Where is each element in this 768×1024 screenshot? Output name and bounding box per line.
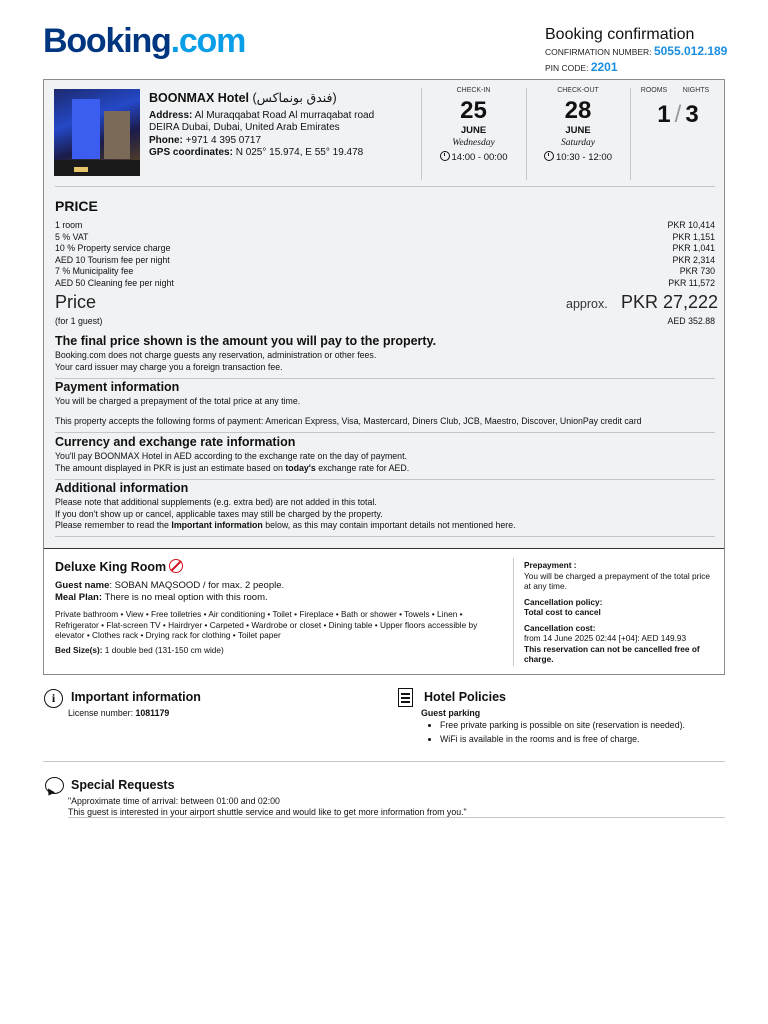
- hotel-photo: [54, 89, 140, 176]
- pin-code: 2201: [590, 60, 618, 74]
- hotel-phone[interactable]: +971 4 395 0717: [185, 134, 262, 146]
- room-name: Deluxe King Room: [55, 559, 183, 574]
- payment-heading: Payment information: [55, 380, 180, 394]
- final-price-text: Booking.com does not charge guests any reservation, administration or other fees. Your card issuer may charge you a foreign transaction fee.: [55, 350, 377, 372]
- payment-text-1: You will be charged a prepayment of the total price at any time.: [55, 396, 301, 406]
- room-amenities: Private bathroom • View • Free toiletries • Air conditioning • Toilet • Fireplace • Bath or shower • Towels • Linen • Refrigerator • Flat-screen TV • Hairdryer • Carpeted • Wardrobe or closet • Dining table • Upper floors accessible by elevator • Clothes rack • Drying rack for clothing • Toilet paper: [55, 609, 478, 640]
- currency-text: You'll pay BOONMAX Hotel in AED according to the exchange rate on the day of payment. The amount displayed in PKR is just an estimate based on today's exchange rate for AED.: [55, 451, 410, 473]
- price-row: 5 % VAT PKR 1,151: [55, 231, 715, 242]
- price-row: AED 10 Tourism fee per night PKR 2,314: [55, 254, 715, 265]
- pin-code-label: PIN CODE:: [545, 63, 589, 73]
- check-out-weekday: Saturday: [561, 138, 595, 148]
- check-out-month: JUNE: [565, 125, 591, 136]
- pin-code-line: [545, 60, 618, 74]
- total-price-aed: AED 352.88: [667, 316, 715, 326]
- divider: [55, 479, 715, 480]
- special-requests-text: "Approximate time of arrival: between 01:00 and 02:00 This guest is interested in your airport shuttle service and would like to get more information from you.": [68, 796, 467, 817]
- non-refundable-note: This reservation can not be cancelled free of charge.: [524, 643, 700, 664]
- guest-name: : SOBAN MAQSOOD / for max. 2 people.: [109, 580, 285, 591]
- info-icon: i: [44, 689, 63, 708]
- divider: [68, 817, 725, 818]
- nights-count: 3: [685, 101, 699, 128]
- confirmation-number-label: CONFIRMATION NUMBER:: [545, 47, 652, 57]
- currency-heading: Currency and exchange rate information: [55, 435, 296, 449]
- total-price-label: Price: [55, 292, 97, 312]
- document-icon: [398, 688, 413, 707]
- rooms-count: 1: [657, 101, 671, 128]
- hotel-gps: N 025° 15.974, E 55° 19.478: [235, 147, 364, 159]
- rooms-nights: 1 / 3: [657, 101, 699, 128]
- divider: [630, 88, 631, 180]
- guest-parking-heading: Guest parking: [421, 708, 481, 718]
- divider: [55, 378, 715, 379]
- final-price-heading: The final price shown is the amount you will pay to the property.: [55, 334, 437, 348]
- confirmation-number: 5055.012.189: [653, 44, 728, 58]
- nights-label: NIGHTS: [682, 87, 710, 94]
- check-in-weekday: Wednesday: [452, 138, 495, 148]
- check-out-block: CHECK-OUT 28 JUNE Saturday 10:30 - 12:00: [526, 87, 630, 163]
- prepayment-text: You will be charged a prepayment of the total price at any time.: [524, 570, 711, 591]
- additional-heading: Additional information: [55, 481, 189, 495]
- approx-label: approx.: [566, 297, 608, 311]
- divider: [55, 536, 715, 537]
- clock-icon: [440, 151, 450, 161]
- price-row: 7 % Municipality fee PKR 730: [55, 266, 715, 276]
- list-item: • Free private parking is possible on site (reservation is needed).: [440, 719, 723, 733]
- no-smoking-icon: [169, 559, 183, 573]
- hotel-name-arabic: (فندق بونماكس): [252, 91, 337, 105]
- price-row: 1 room PKR 10,414: [55, 220, 715, 230]
- cancellation-policy-panel: Prepayment : You will be charged a prepayment of the total price at any time. Cancellation policy: Total cost to cancel Cancellation cost: from 14 June 2025 02:44 [+04]: AED 149.93 This reservation can not be cancelled free of charge.: [524, 560, 716, 665]
- total-price: PKR 27,222: [621, 292, 719, 312]
- confirmation-title: Booking confirmation: [545, 26, 695, 43]
- room-guest-info: Guest name: SOBAN MAQSOOD / for max. 2 people. Meal Plan: There is no meal option with this room.: [55, 580, 285, 603]
- check-in-month: JUNE: [460, 125, 487, 136]
- hotel-policies-list: [423, 719, 723, 746]
- cancellation-cost: from 14 June 2025 02:44 [+04]: AED 149.93: [524, 633, 687, 643]
- price-row: AED 50 Cleaning fee per night PKR 11,572: [55, 277, 715, 288]
- confirmation-number-line: [545, 44, 727, 58]
- check-in-day: 25: [460, 97, 487, 124]
- bed-size: Bed Size(s): 1 double bed (131-150 cm wide): [55, 645, 224, 655]
- payment-text-2: This property accepts the following forms of payment: American Express, Visa, Mastercard, Diners Club, JCB, Maestro, Discover, UnionPay credit card: [55, 416, 642, 426]
- hotel-address-block: Address: Al Muraqqabat Road Al murraqabat road DEIRA Dubai, Dubai, United Arab Emirates Phone: +971 4 395 0717 GPS coordinates: N 025° 15.974, E 55° 19.478: [149, 110, 375, 159]
- hotel-address: Al Muraqqabat Road Al murraqabat road: [194, 110, 375, 121]
- important-info-heading: Important information: [71, 690, 201, 704]
- special-requests-heading: Special Requests: [71, 778, 175, 792]
- list-item: • WiFi is available in the rooms and is free of charge.: [440, 733, 723, 747]
- clock-icon: [544, 151, 554, 161]
- check-in-time: 14:00 - 00:00: [451, 152, 508, 163]
- meal-plan: There is no meal option with this room.: [102, 592, 268, 603]
- price-heading: PRICE: [55, 198, 98, 214]
- additional-text: Please note that additional supplements (e.g. extra bed) are not added in this total. If you don't show up or cancel, applicable taxes may still be charged by the property. Please remember to read the Important information below, as this may contain important details not mentioned here.: [55, 497, 516, 530]
- rooms-label: ROOMS: [640, 87, 668, 94]
- guest-count: (for 1 guest): [55, 316, 103, 326]
- divider: [55, 186, 715, 187]
- license-number: License number: 1081179: [68, 708, 170, 718]
- check-in-block: CHECK-IN 25 JUNE Wednesday 14:00 - 00:00: [421, 87, 526, 163]
- divider: [55, 432, 715, 433]
- divider: [43, 761, 725, 762]
- booking-logo: Booking.com: [43, 22, 246, 60]
- check-out-day: 28: [564, 97, 592, 124]
- hotel-name: BOONMAX Hotel (فندق بونماكس): [149, 91, 337, 105]
- price-row: 10 % Property service charge PKR 1,041: [55, 243, 715, 253]
- hotel-policies-heading: Hotel Policies: [424, 690, 506, 704]
- cancellation-policy-text: Total cost to cancel: [524, 607, 601, 617]
- check-out-time: 10:30 - 12:00: [556, 152, 612, 163]
- divider: [513, 558, 514, 666]
